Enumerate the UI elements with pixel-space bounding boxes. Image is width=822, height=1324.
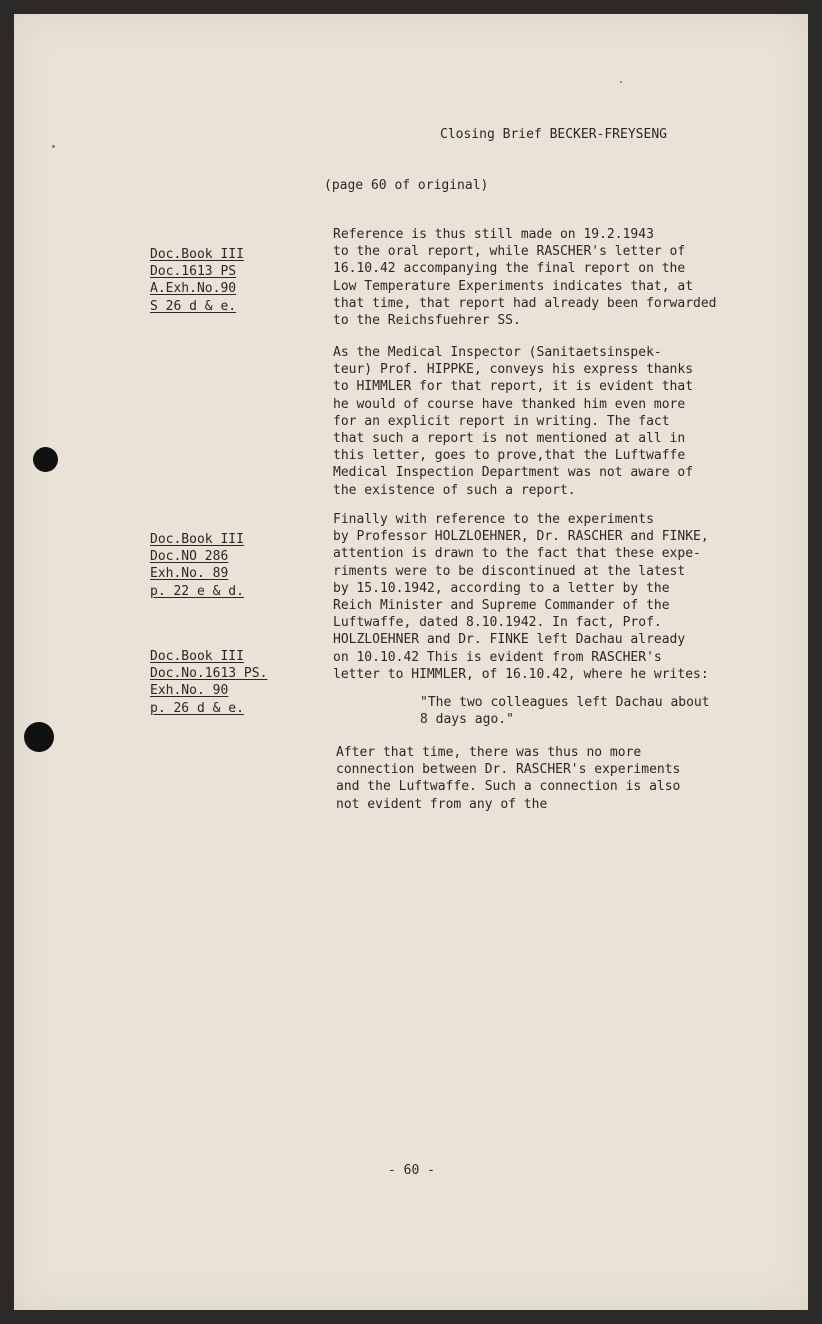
- paragraph-line: After that time, there was thus no more: [336, 745, 642, 760]
- punch-hole: [33, 447, 58, 472]
- side-reference-line: Doc.Book III: [150, 649, 244, 664]
- speck-mark: [620, 81, 622, 83]
- side-reference-2: [150, 531, 244, 600]
- quotation-line: 8 days ago.": [420, 712, 514, 728]
- paragraph-line: not evident from any of the: [336, 796, 548, 812]
- punch-hole: [24, 722, 54, 752]
- paragraph-line: that time, that report had already been forwarded: [333, 295, 717, 311]
- paragraph-line: Reference is thus still made on 19.2.1943: [333, 227, 654, 242]
- paragraph-line: to HIMMLER for that report, it is evident that: [333, 379, 694, 395]
- side-reference-3: [150, 648, 267, 717]
- side-reference-line: Exh.No. 89: [150, 566, 229, 582]
- paragraph-line: Medical Inspection Department was not aware of: [333, 465, 694, 481]
- side-reference-line: Exh.No. 90: [150, 683, 229, 699]
- paragraph-1: [333, 226, 743, 329]
- side-reference-line: p. 26 d & e.: [150, 700, 244, 716]
- side-reference-line: Doc.NO 286: [150, 549, 229, 565]
- side-reference-line: A.Exh.No.90: [150, 281, 237, 297]
- quotation-line: "The two colleagues left Dachau about: [420, 695, 710, 710]
- paragraph-line: As the Medical Inspector (Sanitaetsinspek-: [333, 345, 662, 360]
- paragraph-line: Finally with reference to the experiments: [333, 512, 654, 527]
- paragraph-line: 16.10.42 accompanying the final report on the: [333, 261, 686, 277]
- paragraph-line: Low Temperature Experiments indicates that, at: [333, 278, 694, 294]
- paragraph-3: [333, 511, 743, 683]
- paper-sheet: [14, 14, 808, 1310]
- side-reference-line: S 26 d & e.: [150, 298, 237, 314]
- side-reference-line: p. 22 e & d.: [150, 583, 244, 599]
- paragraph-line: to the oral report, while RASCHER's letter of: [333, 244, 686, 260]
- paragraph-line: to the Reichsfuehrer SS.: [333, 313, 521, 329]
- side-reference-line: Doc.1613 PS: [150, 264, 237, 280]
- paragraph-line: this letter, goes to prove,that the Luftwaffe: [333, 448, 686, 464]
- quotation: [420, 694, 710, 728]
- paragraph-line: Luftwaffe, dated 8.10.1942. In fact, Prof.: [333, 615, 662, 631]
- paragraph-line: attention is drawn to the fact that these expe-: [333, 546, 701, 562]
- paragraph-4: [336, 744, 746, 813]
- side-reference-line: Doc.Book III: [150, 532, 244, 547]
- paragraph-line: by Professor HOLZLOEHNER, Dr. RASCHER and FINKE,: [333, 529, 709, 545]
- paragraph-line: by 15.10.1942, according to a letter by the: [333, 580, 670, 596]
- page-reference: (page 60 of original): [324, 178, 489, 193]
- paragraph-line: that such a report is not mentioned at all in: [333, 431, 686, 447]
- paragraph-line: for an explicit report in writing. The fact: [333, 413, 670, 429]
- paragraph-line: the existence of such a report.: [333, 482, 576, 498]
- paragraph-line: he would of course have thanked him even more: [333, 396, 686, 412]
- paragraph-line: teur) Prof. HIPPKE, conveys his express thanks: [333, 362, 694, 378]
- paragraph-line: HOLZLOEHNER and Dr. FINKE left Dachau already: [333, 632, 686, 648]
- speck-mark: [52, 145, 55, 148]
- paragraph-line: connection between Dr. RASCHER's experiments: [336, 762, 681, 778]
- paragraph-line: and the Luftwaffe. Such a connection is also: [336, 779, 681, 795]
- paragraph-line: on 10.10.42 This is evident from RASCHER's: [333, 649, 662, 665]
- paragraph-line: letter to HIMMLER, of 16.10.42, where he writes:: [333, 666, 709, 682]
- side-reference-1: [150, 246, 244, 315]
- side-reference-line: Doc.Book III: [150, 247, 244, 262]
- side-reference-line: Doc.No.1613 PS.: [150, 666, 268, 682]
- document-header: Closing Brief BECKER-FREYSENG: [440, 127, 667, 142]
- paragraph-2: [333, 344, 743, 499]
- paragraph-line: riments were to be discontinued at the latest: [333, 563, 686, 579]
- paragraph-line: Reich Minister and Supreme Commander of the: [333, 598, 670, 614]
- page-number: - 60 -: [388, 1163, 435, 1178]
